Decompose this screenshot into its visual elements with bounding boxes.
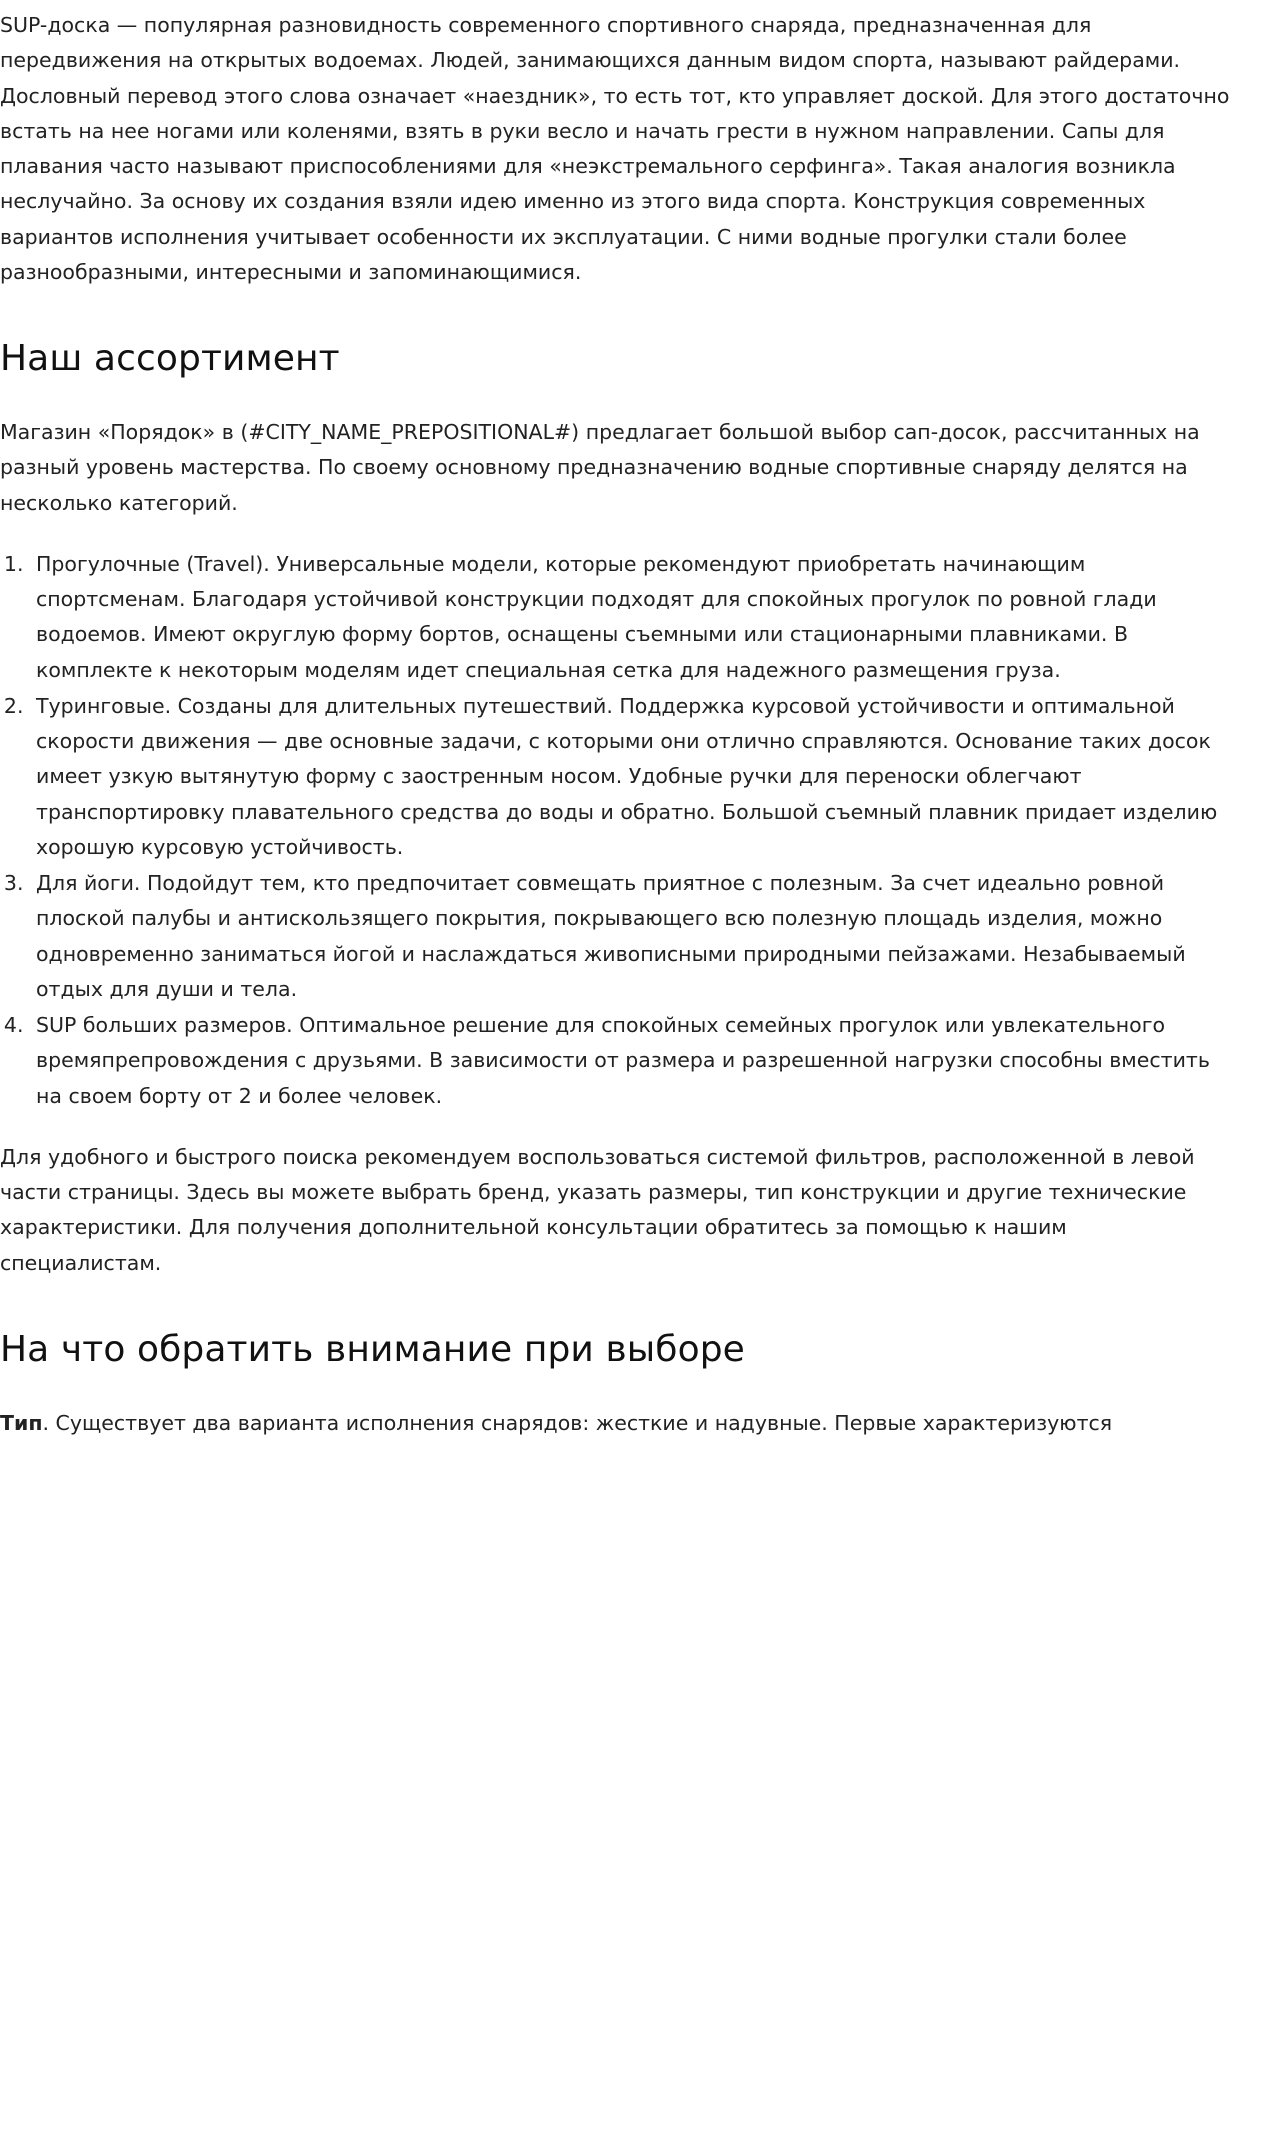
type-label: Тип: [0, 1410, 43, 1435]
list-item: 3. Для йоги. Подойдут тем, кто предпочитает совмещать приятное с полезным. За счет идеально ровной плоской палубы и антискользящего покрытия, покрывающего всю полезную площадь изделия, можно одновременно заниматься йогой и наслаждаться живописными природными пейзажами. Незабываемый отдых для души и тела.: [30, 866, 1230, 1007]
heading-how-to-choose: На что обратить внимание при выборе: [0, 1328, 745, 1370]
heading-assortment: Наш ассортимент: [0, 338, 340, 379]
list-item: 1. Прогулочные (Travel). Универсальные модели, которые рекомендуют приобретать начинающим спортсменам. Благодаря устойчивой конструкции подходят для спокойных прогулок по ровной глади водоемов. Имеют округлую форму бортов, оснащены съемными или стационарными плавниками. В комплекте к некоторым моделям идет специальная сетка для надежного размещения груза.: [30, 547, 1230, 688]
filters-paragraph: Для удобного и быстрого поиска рекомендуем воспользоваться системой фильтров, расположенной в левой части страницы. Здесь вы можете выбрать бренд, указать размеры, тип конструкции и другие технические характеристики. Для получения дополнительной консультации обратитесь за помощью к нашим специалистам.: [0, 1144, 1195, 1275]
type-paragraph: [0, 1406, 1230, 1441]
assortment-paragraph: Магазин «Порядок» в (#CITY_NAME_PREPOSITIONAL#) предлагает большой выбор сап-досок, рассчитанных на разный уровень мастерства. По своему основному предназначению водные спортивные снаряду делятся на несколько категорий.: [0, 420, 1200, 515]
list-item: 2. Туринговые. Созданы для длительных путешествий. Поддержка курсовой устойчивости и оптимальной скорости движения — две основные задачи, с которыми они отлично справляются. Основание таких досок имеет узкую вытянутую форму с заостренным носом. Удобные ручки для переноски облегчают транспортировку плавательного средства до воды и обратно. Большой съемный плавник придает изделию хорошую курсовую устойчивость.: [30, 689, 1230, 865]
intro-paragraph: SUP-доска — популярная разновидность современного спортивного снаряда, предназначенная для передвижения на открытых водоемах. Людей, занимающихся данным видом спорта, называют райдерами. Дословный перевод этого слова означает «наездник», то есть тот, кто управляет доской. Для этого достаточно встать на нее ногами или коленями, взять в руки весло и начать грести в нужном направлении. Сапы для плавания часто называют приспособлениями для «неэкстремального серфинга». Такая аналогия возникла неслучайно. За основу их создания взяли идею именно из этого вида спорта. Конструкция современных вариантов исполнения учитывает особенности их эксплуатации. С ними водные прогулки стали более разнообразными, интересными и запоминающимися.: [0, 13, 1230, 284]
category-list: [0, 547, 1230, 1114]
list-item: 4. SUP больших размеров. Оптимальное решение для спокойных семейных прогулок или увлекательного времяпрепровождения с друзьями. В зависимости от размера и разрешенной нагрузки способны вместить на своем борту от 2 и более человек.: [30, 1008, 1230, 1114]
type-text: . Существует два варианта исполнения снарядов: жесткие и надувные. Первые характеризуются: [42, 1410, 1113, 1435]
